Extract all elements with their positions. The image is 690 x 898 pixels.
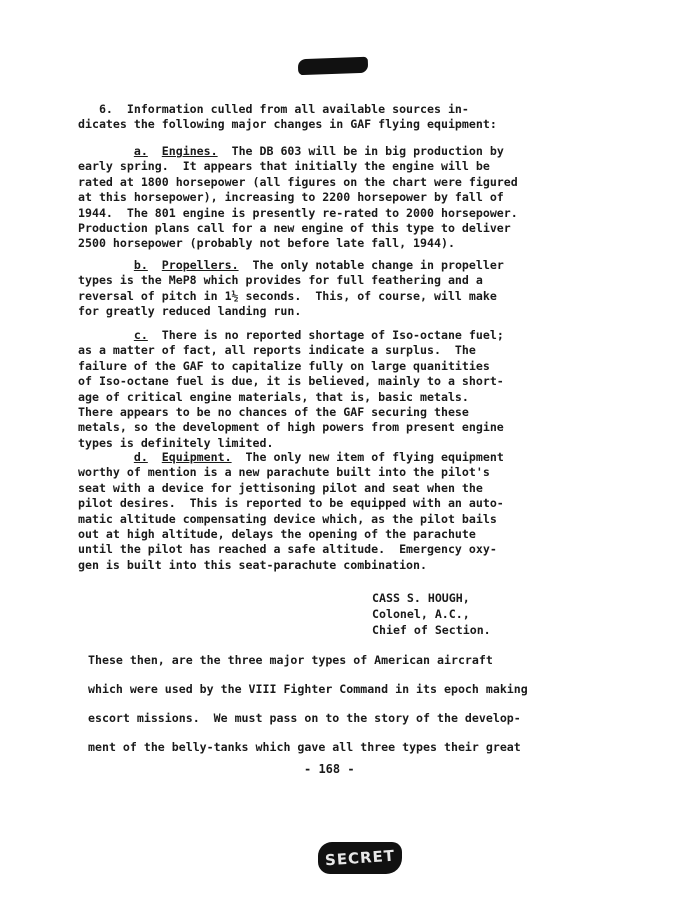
text-line: worthy of mention is a new parachute built into the pilot's bbox=[78, 465, 490, 480]
text-line: escort missions. We must pass on to the story of the develop- bbox=[88, 711, 521, 725]
text-line: gen is built into this seat-parachute combination. bbox=[78, 557, 428, 572]
text-line: early spring. It appears that initially the engine will be bbox=[78, 159, 490, 174]
text-line: for greatly reduced landing run. bbox=[78, 304, 302, 319]
text-line: which were used by the VIII Fighter Command in its epoch making bbox=[88, 682, 528, 696]
text-line: dicates the following major changes in GAF flying equipment: bbox=[78, 117, 497, 132]
text-line: These then, are the three major types of American aircraft bbox=[88, 653, 493, 667]
redaction-stamp-top bbox=[298, 57, 369, 75]
section-heading: Equipment. bbox=[161, 450, 232, 464]
text-line: The only new item of flying equipment bbox=[231, 450, 504, 464]
paragraph-6 bbox=[78, 102, 538, 133]
paragraph-a-engines bbox=[78, 144, 538, 252]
signatory-rank: Colonel, A.C., bbox=[372, 607, 470, 621]
paragraph-d-equipment bbox=[78, 450, 538, 573]
text-line: as a matter of fact, all reports indicate a surplus. The bbox=[78, 343, 476, 358]
item-marker: a. bbox=[133, 144, 148, 158]
closing-paragraph bbox=[88, 646, 528, 762]
text-line: out at high altitude, delays the opening of the parachute bbox=[78, 527, 476, 542]
signatory-title: Chief of Section. bbox=[372, 623, 491, 637]
page-number: - 168 - bbox=[304, 762, 355, 776]
text-line: 1944. The 801 engine is presently re-rated to 2000 horsepower. bbox=[78, 205, 518, 220]
text-line: reversal of pitch in 1½ seconds. This, of course, will make bbox=[78, 288, 497, 303]
text-line: age of critical engine materials, that is, basic metals. bbox=[78, 389, 469, 404]
text-line: The only notable change in propeller bbox=[238, 258, 504, 272]
text-line: pilot desires. This is reported to be equipped with an auto- bbox=[78, 496, 504, 511]
text-line: Production plans call for a new engine of this type to deliver bbox=[78, 221, 511, 236]
item-marker: d. bbox=[133, 450, 148, 464]
text-line: types is definitely limited. bbox=[78, 435, 274, 450]
text-line: seat with a device for jettisoning pilot and seat when the bbox=[78, 480, 483, 495]
section-heading: Engines. bbox=[161, 144, 218, 158]
item-marker: c. bbox=[133, 328, 148, 342]
text-line: matic altitude compensating device which, as the pilot bails bbox=[78, 511, 497, 526]
signature-block bbox=[372, 590, 491, 638]
paragraph-c-fuel bbox=[78, 328, 538, 451]
text-line: until the pilot has reached a safe altitude. Emergency oxy- bbox=[78, 542, 497, 557]
text-line: 6. Information culled from all available sources in- bbox=[78, 102, 469, 116]
section-heading: Propellers. bbox=[161, 258, 239, 272]
text-line: ment of the belly-tanks which gave all three types their great bbox=[88, 740, 521, 754]
text-line: at this horsepower), increasing to 2200 horsepower by fall of bbox=[78, 190, 504, 205]
text-line: of Iso-octane fuel is due, it is believed, mainly to a short- bbox=[78, 374, 504, 389]
secret-stamp-text: SECRET bbox=[324, 846, 396, 870]
text-line: There is no reported shortage of Iso-octane fuel; bbox=[147, 328, 504, 342]
secret-stamp bbox=[318, 842, 402, 874]
item-marker: b. bbox=[133, 258, 148, 272]
text-line: 2500 horsepower (probably not before late fall, 1944). bbox=[78, 236, 455, 251]
text-line: types is the MeP8 which provides for full feathering and a bbox=[78, 273, 483, 288]
text-line: There appears to be no chances of the GAF securing these bbox=[78, 405, 469, 420]
text-line: metals, so the development of high powers from present engine bbox=[78, 420, 504, 435]
paragraph-b-propellers bbox=[78, 258, 538, 320]
text-line: rated at 1800 horsepower (all figures on the chart were figured bbox=[78, 174, 518, 189]
signatory-name: CASS S. HOUGH, bbox=[372, 591, 470, 605]
text-line: failure of the GAF to capitalize fully on large quanitities bbox=[78, 358, 490, 373]
text-line: The DB 603 will be in big production by bbox=[217, 144, 504, 158]
